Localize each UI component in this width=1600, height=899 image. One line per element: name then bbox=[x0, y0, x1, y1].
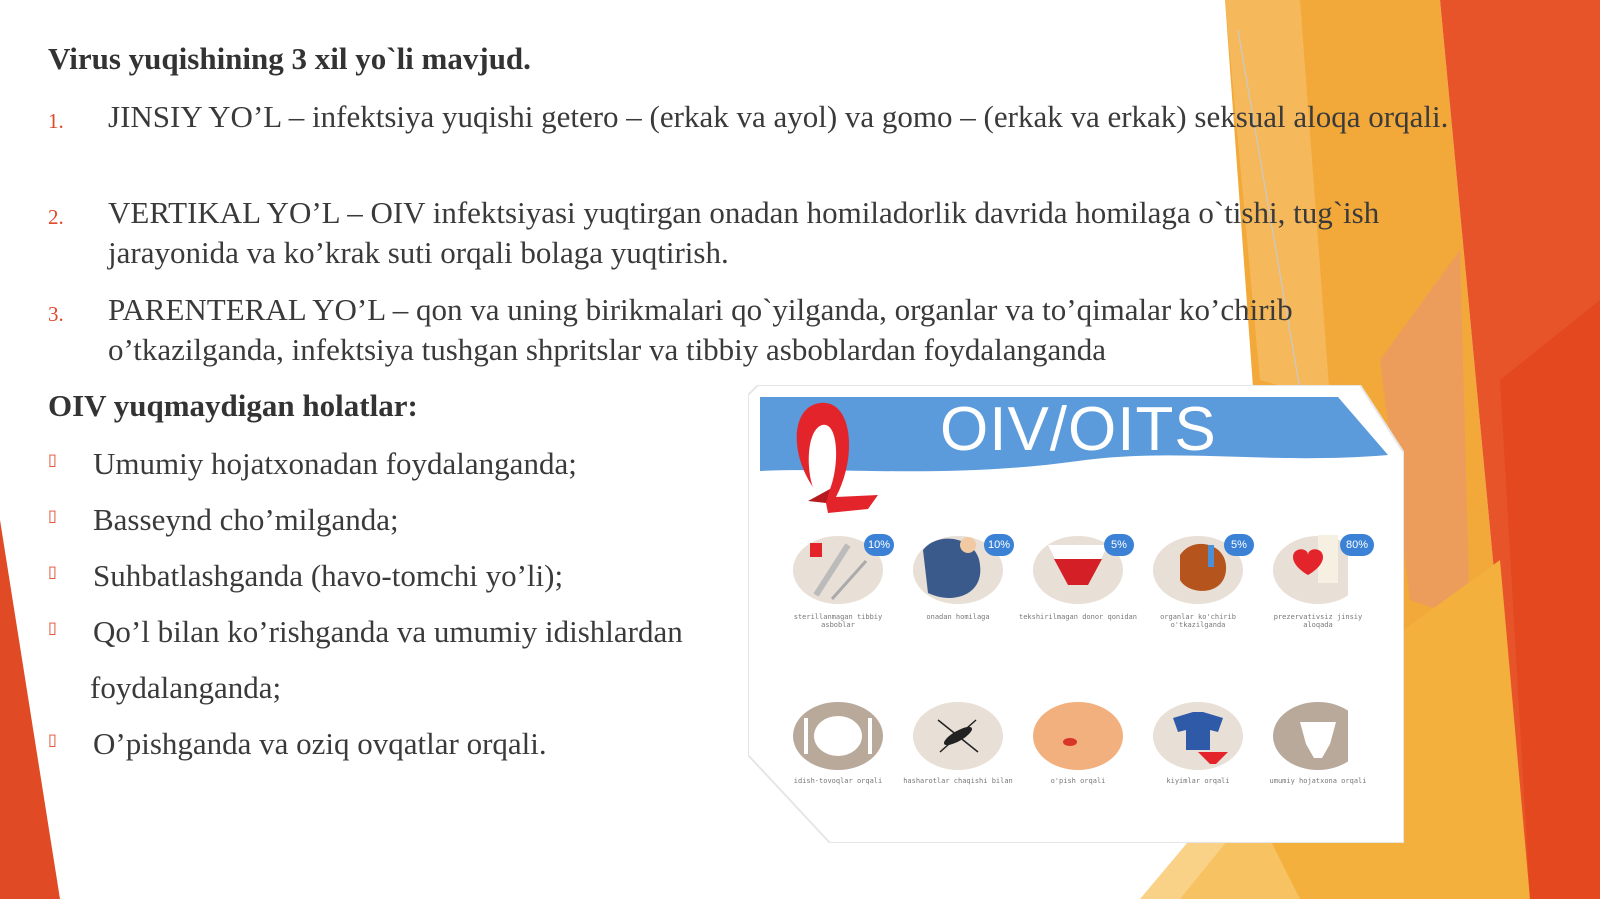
route-number-1: 1. bbox=[48, 109, 64, 133]
caption-6: idish-tovoqlar orqali bbox=[793, 777, 883, 785]
plate-icon bbox=[793, 702, 883, 770]
bullet-text-1: Umumiy hojatxonadan foydalanganda; bbox=[93, 446, 577, 481]
lips-icon bbox=[1033, 702, 1123, 770]
caption-1: sterillanmagan tibbiy asboblar bbox=[793, 613, 883, 629]
caption-5: prezervativsiz jinsiy aloqada bbox=[1273, 613, 1363, 629]
infographic-row-2 bbox=[748, 700, 1348, 780]
caption-9: kiyimlar orqali bbox=[1166, 777, 1230, 785]
percent-badge-1: 10% bbox=[864, 534, 894, 556]
slide-heading: Virus yuqishining 3 xil yo`li mavjud. bbox=[48, 41, 531, 76]
subheading: OIV yuqmaydigan holatlar: bbox=[48, 388, 418, 423]
percent-badge-2: 10% bbox=[984, 534, 1014, 556]
percent-badge-3: 5% bbox=[1104, 534, 1134, 556]
route-number-2: 2. bbox=[48, 205, 64, 229]
infographic-title: OIV/OITS bbox=[940, 395, 1217, 464]
bullet-text-5: O’pishganda va oziq ovqatlar orqali. bbox=[93, 726, 547, 761]
route-text-1: JINSIY YO’L – infektsiya yuqishi getero – (erkak va ayol) va gomo – (erkak va erkak) seksual aloqa orqali. bbox=[108, 99, 1449, 134]
bullet-text-2: Basseynd cho’milganda; bbox=[93, 502, 399, 537]
caption-10: umumiy hojatxona orqali bbox=[1269, 777, 1367, 785]
bullet-marker-icon: ▯ bbox=[48, 562, 57, 581]
percent-badge-4: 5% bbox=[1224, 534, 1254, 556]
toilet-icon bbox=[1273, 702, 1348, 770]
bullet-text-3: Suhbatlashganda (havo-tomchi yo’li); bbox=[93, 558, 564, 593]
percent-badge-5: 80% bbox=[1340, 534, 1374, 556]
route-number-3: 3. bbox=[48, 302, 64, 326]
route-text-2: VERTIKAL YO’L – OIV infektsiyasi yuqtirgan onadan homiladorlik davrida homilaga o`tishi, tug`ish jarayonida va ko’krak suti orqali bolaga yuqtirish. bbox=[108, 195, 1380, 270]
bullet-text-4: Qo’l bilan ko’rishganda va umumiy idishlardan bbox=[93, 614, 683, 649]
heart-icon bbox=[1273, 535, 1348, 604]
caption-8: o'pish orqali bbox=[1050, 777, 1106, 785]
mosquito-icon bbox=[913, 702, 1003, 770]
route-text-3: PARENTERAL YO’L – qon va uning birikmalari qo`yilganda, organlar va to’qimalar ko’chirib o’tkazilganda, infektsiya tushgan shpritslar va tibbiy asboblardan foydalanganda bbox=[108, 292, 1293, 367]
bullet-marker-icon: ▯ bbox=[48, 506, 57, 525]
bullet-marker-icon: ▯ bbox=[48, 618, 57, 637]
caption-7: hasharotlar chaqishi bilan bbox=[903, 777, 1013, 785]
clothes-icon bbox=[1153, 702, 1243, 770]
bullet-marker-icon: ▯ bbox=[48, 730, 57, 749]
caption-4: organlar ko'chirib o'tkazilganda bbox=[1160, 613, 1236, 629]
caption-2: onadan homilaga bbox=[926, 613, 990, 621]
caption-3: tekshirilmagan donor qonidan bbox=[1018, 613, 1137, 621]
bullet-text-4-continuation: foydalanganda; bbox=[90, 670, 282, 705]
bullet-marker-icon: ▯ bbox=[48, 450, 57, 469]
